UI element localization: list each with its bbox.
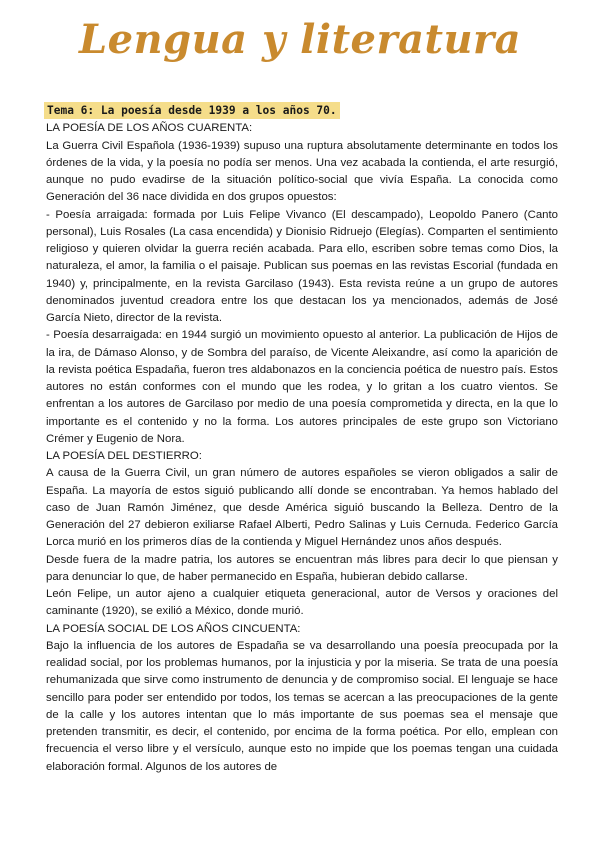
topic-line	[46, 102, 558, 120]
section-heading-destierro: LA POESÍA DEL DESTIERRO:	[46, 450, 202, 462]
paragraph-arraigada: - Poesía arraigada: formada por Luis Felipe Vivanco (El descampado), Leopoldo Panero (Canto personal), Luis Rosales (La casa encendida) y Dionisio Ridruejo (Elegías). Comparten el sentimiento religioso y quieren olvidar la guerra recién acabada. Para ello, escriben sobre temas como Dios, la naturaleza, el amor, la familia o el paisaje. Publican sus poemas en las revistas Escorial (fundada en 1940) y, principalmente, en la revista Garcilaso (1943). Esta revista reúne a un grupo de autores denominados juventud creadora entre los que destacan los ya mencionados, además de José García Nieto, director de la revista.	[46, 208, 558, 324]
document-body	[46, 102, 558, 776]
paragraph-intro: La Guerra Civil Española (1936-1939) supuso una ruptura absolutamente determinante en todos los órdenes de la vida, y la poesía no podía ser menos. Una vez acabada la contienda, el arte resurgió, aunque no pudo evadirse de la situación político-social que vivía España. La conocida como Generación del 36 nace dividida en dos grupos opuestos:	[46, 139, 558, 204]
paragraph-libertad: Desde fuera de la madre patria, los autores se encuentran más libres para decir lo que piensan y para denunciar lo que, de haber permanecido en España, hubieran debido callarse.	[46, 553, 558, 583]
paragraph-desarraigada: - Poesía desarraigada: en 1944 surgió un movimiento opuesto al anterior. La publicación de Hijos de la ira, de Dámaso Alonso, y de Sombra del paraíso, de Vicente Aleixandre, así como la aparición de la revista poética Espadaña, fueron tres aldabonazos en la conciencia poética de nuestro país. Estos autores no están conformes con el mundo que les rodea, y lo gritan a los cuatro vientos. Se enfrentan a los autores de Garcilaso por medio de una poesía comprometida y directa, en la que lo importante es el contenido y no la forma. Los autores principales de este grupo son Victoriano Crémer y Eugenio de Nora.	[46, 329, 558, 445]
paragraph-leon-felipe: León Felipe, un autor ajeno a cualquier etiqueta generacional, autor de Versos y oraciones del caminante (1920), se exilió a México, donde murió.	[46, 588, 558, 618]
section-heading-cuarenta: LA POESÍA DE LOS AÑOS CUARENTA:	[46, 122, 253, 135]
paragraph-social: Bajo la influencia de los autores de Espadaña se va desarrollando una poesía preocupada por la realidad social, por los problemas humanos, por la injusticia y por la miseria. Se trata de una poesía rehumanizada que sirve como instrumento de denuncia y de compromiso social. El lenguaje se hace sencillo para poder ser entendido por todos, los temas se acercan a las preocupaciones de la gente de la calle y los autores intentan que lo más importante de sus poemas sea el mensaje que pretenden transmitir, es decir, el contenido, por encima de la forma poética. Por ello, emplean con frecuencia el verso libre y el versículo, aunque esto no impide que los poemas tengan una cuidada elaboración formal. Algunos de los autores de	[46, 639, 558, 773]
page-title: Lengua y literatura	[78, 16, 522, 63]
topic-highlight: Tema 6: La poesía desde 1939 a los años 70.	[44, 102, 340, 119]
section-heading-cincuenta: LA POESÍA SOCIAL DE LOS AÑOS CINCUENTA:	[46, 622, 301, 635]
paragraph-destierro: A causa de la Guerra Civil, un gran número de autores españoles se vieron obligados a salir de España. La mayoría de estos siguió publicando allí donde se encontraban. Ya hemos hablado del caso de Juan Ramón Jiménez, que desde América siguió buscando la Belleza. Dentro de la Generación del 27 debieron exiliarse Rafael Alberti, Pedro Salinas y Luis Cernuda. Federico García Lorca murió en los primeros días de la contienda y Miguel Hernández unos años después.	[46, 467, 558, 549]
